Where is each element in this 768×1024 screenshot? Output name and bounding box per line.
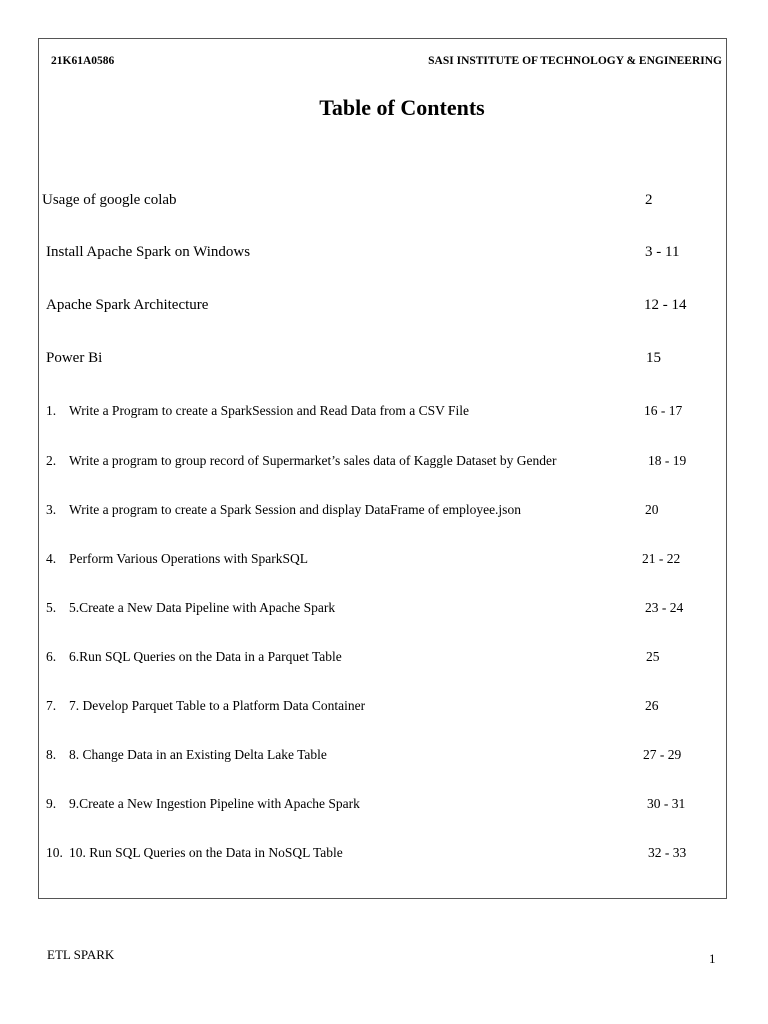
toc-experiment-number: 5. xyxy=(46,600,57,615)
toc-experiment-label: Perform Various Operations with SparkSQL xyxy=(69,551,308,566)
toc-experiment-pages: 21 - 22 xyxy=(642,551,681,566)
toc-entry-label: Install Apache Spark on Windows xyxy=(46,244,251,260)
toc-experiment-label: Write a program to create a Spark Session and display DataFrame of employee.json xyxy=(69,502,521,517)
footer-subject: ETL SPARK xyxy=(47,947,115,962)
toc-experiment-pages: 30 - 31 xyxy=(647,796,686,811)
toc-experiment-number: 6. xyxy=(46,649,57,664)
toc-experiment-pages: 23 - 24 xyxy=(645,600,684,615)
toc-experiment-label: 6.Run SQL Queries on the Data in a Parquet Table xyxy=(69,649,342,664)
toc-experiment-number: 4. xyxy=(46,551,57,566)
toc-experiment-label: 8. Change Data in an Existing Delta Lake Table xyxy=(69,747,327,762)
toc-entry-pages: 15 xyxy=(646,350,661,366)
roll-number: 21K61A0586 xyxy=(51,55,115,67)
toc-experiment-label: 10. Run SQL Queries on the Data in NoSQL Table xyxy=(69,845,343,860)
toc-experiment-label: 9.Create a New Ingestion Pipeline with Apache Spark xyxy=(69,796,360,811)
toc-experiment-label: Write a program to group record of Supermarket’s sales data of Kaggle Dataset by Gender xyxy=(69,453,557,468)
page-number: 1 xyxy=(709,951,716,966)
toc-entry-pages: 2 xyxy=(645,192,653,208)
institution-name: SASI INSTITUTE OF TECHNOLOGY & ENGINEERING xyxy=(428,55,722,67)
toc-experiment-label: Write a Program to create a SparkSession and Read Data from a CSV File xyxy=(69,403,469,418)
toc-experiment-number: 2. xyxy=(46,453,57,468)
toc-experiment-label: 7. Develop Parquet Table to a Platform Data Container xyxy=(69,698,366,713)
toc-experiment-pages: 16 - 17 xyxy=(644,403,683,418)
toc-experiment-pages: 18 - 19 xyxy=(648,453,687,468)
toc-experiment-pages: 26 xyxy=(645,698,659,713)
page-title: Table of Contents xyxy=(319,95,485,120)
toc-experiment-number: 9. xyxy=(46,796,57,811)
toc-experiment-number: 3. xyxy=(46,502,57,517)
toc-experiment-number: 8. xyxy=(46,747,57,762)
toc-experiment-number: 7. xyxy=(46,698,57,713)
toc-entry-label: Apache Spark Architecture xyxy=(46,297,209,313)
toc-experiment-number: 10. xyxy=(46,845,63,860)
toc-entry-label: Power Bi xyxy=(46,350,103,366)
toc-entry-pages: 12 - 14 xyxy=(644,297,687,313)
toc-entry-pages: 3 - 11 xyxy=(645,244,680,260)
toc-entry-label: Usage of google colab xyxy=(42,192,177,208)
toc-experiment-pages: 27 - 29 xyxy=(643,747,682,762)
toc-experiment-pages: 25 xyxy=(646,649,660,664)
toc-experiment-pages: 32 - 33 xyxy=(648,845,687,860)
toc-experiment-number: 1. xyxy=(46,403,57,418)
toc-experiment-pages: 20 xyxy=(645,502,659,517)
toc-experiment-label: 5.Create a New Data Pipeline with Apache Spark xyxy=(69,600,336,615)
